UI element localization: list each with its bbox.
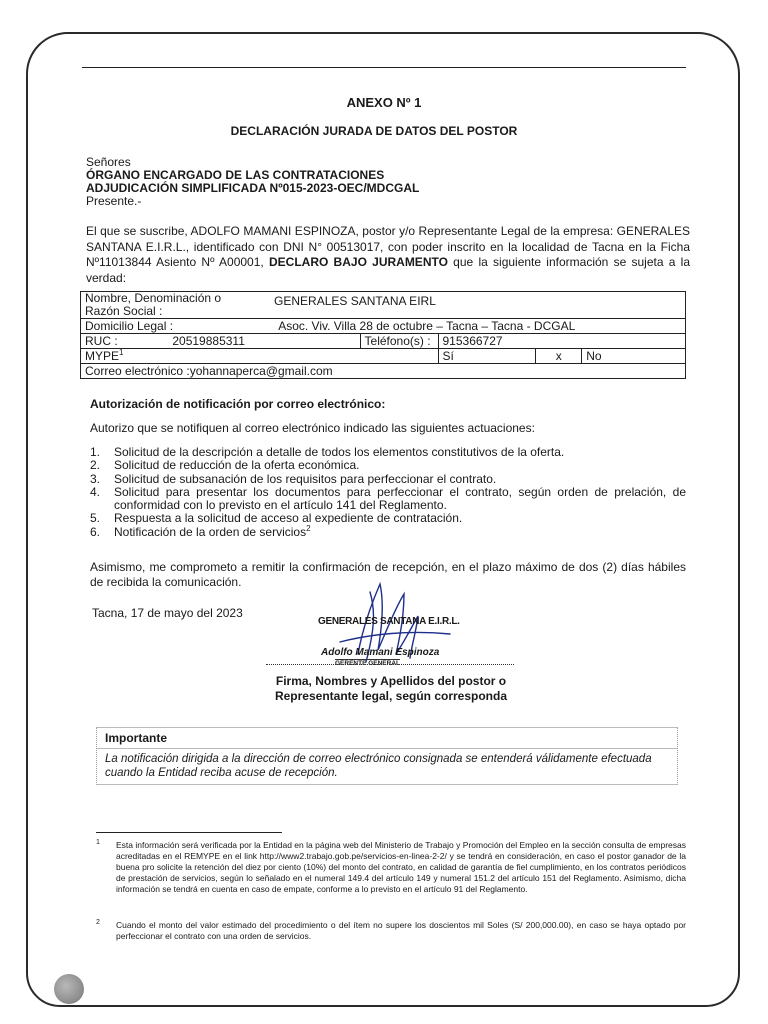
intro-tail: que la siguiente información se sujeta a la verdad:: [86, 255, 691, 285]
list-number: 5.: [90, 511, 101, 526]
list-text: Solicitud de la descripción a detalle de todos los elementos constitutivos de la oferta.: [114, 445, 565, 459]
phone-label: Teléfono(s) :: [360, 334, 438, 349]
representative-name: Adolfo Mamani Espinoza: [321, 647, 440, 658]
list-number: 1.: [90, 445, 101, 459]
important-heading: Importante: [97, 728, 677, 749]
table-row: [81, 319, 686, 334]
footnote-text: Cuando el monto del valor estimado del procedimiento o del ítem no supere los doscientos mil Soles (S/ 200,000.00), en caso se haya optado por perfeccionar el contrato con una orden de servicios.: [116, 920, 686, 941]
company-stamp: GENERALES SANTANA E.I.R.L.: [318, 616, 460, 627]
intro-bold: DECLARO BAJO JURAMENTO: [268, 255, 448, 269]
actions-list: [90, 446, 686, 539]
mype-label: MYPE: [85, 349, 120, 363]
declaration-title: DECLARACIÓN JURADA DE DATOS DEL POSTOR: [230, 124, 518, 138]
list-item: [90, 523, 686, 539]
address-label: Domicilio Legal :: [81, 319, 275, 334]
list-number: 2.: [90, 458, 101, 473]
list-number: 4.: [90, 484, 101, 499]
signature-caption-line1: Firma, Nombres y Apellidos del postor o: [275, 674, 507, 688]
presente: Presente.-: [86, 194, 142, 208]
punch-hole: [54, 974, 84, 1004]
list-text: Respuesta a la solicitud de acceso al expediente de contratación.: [114, 511, 463, 526]
si-label: Sí: [438, 349, 536, 364]
table-row: [81, 334, 686, 349]
organ-name: ÓRGANO ENCARGADO DE LAS CONTRATACIONES: [86, 168, 385, 182]
signature-line: [266, 664, 514, 665]
table-row: [81, 349, 686, 364]
ruc-value: 20519885311: [168, 334, 360, 349]
signature-caption-line2: Representante legal, según corresponda: [274, 689, 508, 703]
footnote-number: 2: [96, 919, 100, 926]
salutation: Señores: [86, 155, 131, 169]
annex-title: ANEXO Nº 1: [346, 95, 422, 110]
list-number: 3.: [90, 471, 101, 486]
list-item: [90, 446, 686, 459]
name-value-cell: [274, 292, 685, 319]
list-text: Notificación de la orden de servicios: [114, 524, 307, 539]
list-text: Solicitud de subsanación de los requisitos para perfeccionar el contrato.: [114, 471, 497, 486]
si-mark: x: [536, 349, 582, 364]
bidder-data-table: [80, 291, 686, 379]
list-number: 6.: [90, 524, 101, 539]
footnote-2: [96, 920, 686, 942]
table-row: [81, 292, 686, 319]
name-value: GENERALES SANTANA EIRL: [274, 294, 436, 308]
ruc-label: RUC :: [81, 334, 169, 349]
address-value: Asoc. Viv. Villa 28 de octubre – Tacna – Tacna - DCGAL: [274, 319, 685, 334]
footnote-rule: [96, 832, 282, 833]
list-item: [90, 512, 686, 525]
important-notice-box: [96, 727, 678, 785]
list-item: [90, 486, 686, 513]
important-text: La notificación dirigida a la dirección de correo electrónico consignada se entenderá válidamente efectuada cuando la Entidad reciba acuse de recepción.: [105, 753, 652, 779]
no-label: No: [582, 349, 686, 364]
footnote-text: Esta información será verificada por la Entidad en la página web del Ministerio de Trabajo y Promoción del Empleo en la sección consulta de empresas acreditadas en el REMYPE en el link http://www2.trabajo.gob.pe/servicios-en-linea-2-2/ y se tendrá en consideración, en caso el postor ganador de la buena pro solicite la retención del diez por ciento (10%) del monto del contrato, en calidad de garantía de fiel cumplimiento, en los contratos periódicos de prestación de servicios, según lo señalado en el numeral 149.4 del artículo 149 y numeral 151.2 del artículo 151 del Reglamento. Asimismo, dicha información se tendrá en cuenta en caso de empate, conforme a lo previsto en el artículo 91 del Reglamento.: [116, 840, 686, 894]
authorization-title: Autorización de notificación por correo electrónico:: [90, 397, 386, 411]
name-label-line2: Razón Social :: [85, 304, 163, 318]
intro-text: El que se suscribe, ADOLFO MAMANI ESPINOZA, postor y/o Representante Legal de la empresa: GENERALES SANTANA E.I.R.L., identificado con DNI N° 00513017, con poder inscrito en la localidad de Tacna en la Ficha Nº11013844 Asiento Nº A00001,: [86, 224, 690, 269]
intro-paragraph: [86, 224, 690, 286]
representative-role: GERENTE GENERAL: [335, 660, 401, 667]
list-text: Solicitud de reducción de la oferta económica.: [114, 458, 360, 473]
authorization-intro: Autorizo que se notifiquen al correo electrónico indicado las siguientes actuaciones:: [90, 421, 535, 435]
mype-footnote-ref: 1: [119, 348, 124, 357]
commitment-paragraph: Asimismo, me comprometo a remitir la confirmación de recepción, en el plazo máximo de dos (2) días hábiles de recibida la comunicación.: [90, 560, 686, 589]
email-value: yohannaperca@gmail.com: [189, 364, 333, 378]
footnote-number: 1: [96, 839, 100, 846]
footnote-ref: 2: [306, 523, 311, 533]
list-text: Solicitud para presentar los documentos para perfeccionar el contrato, según orden de prelación, de conformidad con lo previsto en el artículo 141 del Reglamento.: [114, 484, 686, 513]
process-name: ADJUDICACIÓN SIMPLIFICADA Nº015-2023-OEC/MDCGAL: [86, 181, 420, 195]
phone-value: 915366727: [438, 334, 686, 349]
date-line: Tacna, 17 de mayo del 2023: [92, 606, 243, 620]
list-item: [90, 459, 686, 472]
email-label: Correo electrónico :: [85, 364, 190, 378]
footnote-1: [96, 840, 686, 895]
list-item: [90, 473, 686, 486]
mype-label-cell: [81, 349, 439, 364]
name-label-line1: Nombre, Denominación o: [85, 291, 222, 305]
table-row: [81, 364, 686, 379]
addressee-block: [86, 156, 419, 208]
header-rule: [82, 67, 686, 68]
email-cell: [81, 364, 686, 379]
signature-caption: [256, 674, 526, 704]
